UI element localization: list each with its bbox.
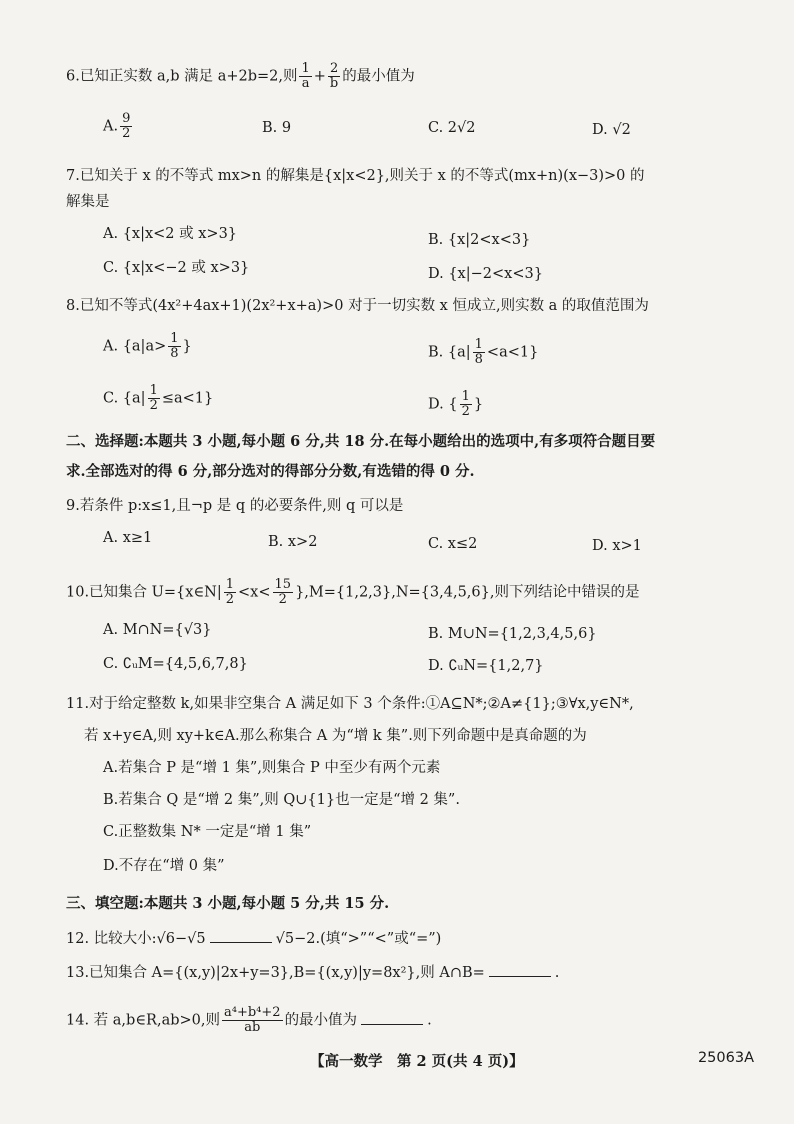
q8-option-d-frac: [460, 390, 472, 419]
q6-stem: [66, 62, 415, 91]
q12-stem: [66, 928, 441, 949]
q8-option-c: [103, 384, 213, 413]
q7-option-b: B. {x|2<x<3}: [428, 232, 531, 248]
q13-stem: [66, 962, 559, 983]
q10-frac-2: [273, 578, 294, 607]
q14-frac-den: ab: [244, 1020, 261, 1035]
q8-option-b-den: 8: [474, 352, 483, 367]
q11-stem-line2: 若 x+y∈A,则 xy+k∈A.那么称集合 A 为“增 k 集”.则下列命题中是真命题的为: [84, 728, 587, 744]
q8-option-c-pre: C. {a|: [103, 390, 146, 407]
q8-option-d-pre: D. {: [428, 396, 458, 413]
q6-frac-1-den: a: [301, 76, 310, 91]
q10-frac-2-den: 2: [278, 592, 287, 607]
q10-option-a: A. M∩N={√3}: [103, 622, 212, 638]
q10-frac-1: [224, 578, 236, 607]
q11-option-d: D.不存在“增 0 集”: [103, 858, 225, 874]
q8-option-a-frac: [168, 332, 180, 361]
q9-option-a: A. x≥1: [103, 530, 153, 546]
q8-stem: 8.已知不等式(4x²+4ax+1)(2x²+x+a)>0 对于一切实数 x 恒成立,则实数 a 的取值范围为: [66, 298, 649, 314]
q8-option-d-post: }: [473, 396, 484, 413]
q14-stem-end: .: [427, 1012, 432, 1029]
q8-option-a: [103, 332, 192, 361]
q8-option-b: [428, 338, 538, 367]
q8-option-c-post: ≤a<1}: [161, 390, 214, 407]
q8-option-d-num: 1: [461, 389, 470, 404]
q9-stem: 9.若条件 p:x≤1,且¬p 是 q 的必要条件,则 q 可以是: [66, 498, 404, 514]
q8-option-b-num: 1: [474, 337, 483, 352]
q14-stem: [66, 1006, 432, 1035]
q8-option-a-post: }: [182, 338, 192, 355]
q6-option-d: D. √2: [592, 122, 631, 138]
q14-stem-text: 14. 若 a,b∈R,ab>0,则: [66, 1012, 220, 1029]
section-2-heading-line2: 求.全部选对的得 6 分,部分选对的得部分分数,有选错的得 0 分.: [66, 463, 475, 480]
q6-option-c: C. 2√2: [428, 120, 476, 136]
q10-frac-2-num: 15: [274, 577, 292, 592]
q10-option-c: C. ∁ᵤM={4,5,6,7,8}: [103, 656, 248, 672]
q6-option-a-frac: [120, 112, 132, 141]
q6-frac-1: [299, 62, 311, 91]
q6-plus: +: [313, 68, 326, 85]
q7-option-d: D. {x|−2<x<3}: [428, 266, 543, 282]
q6-option-b: B. 9: [262, 120, 292, 136]
q13-stem-end: .: [554, 965, 560, 981]
q6-option-a-label: A.: [103, 118, 119, 135]
q10-frac-1-den: 2: [225, 592, 235, 607]
page-footer-label: 【高一数学 第 2 页(共 4 页)】: [310, 1053, 524, 1070]
q8-option-a-pre: A. {a|a>: [103, 338, 167, 355]
q7-option-c: C. {x|x<−2 或 x>3}: [103, 260, 250, 276]
q6-option-a-den: 2: [122, 126, 131, 141]
section-2-heading-line1: 二、选择题:本题共 3 小题,每小题 6 分,共 18 分.在每小题给出的选项中,有多项符合题目要: [66, 433, 656, 450]
q8-option-a-den: 8: [170, 346, 179, 361]
q6-option-a: [103, 112, 134, 141]
q7-stem-line1: 7.已知关于 x 的不等式 mx>n 的解集是{x|x<2},则关于 x 的不等式(mx+n)(x−3)>0 的: [66, 168, 645, 184]
q8-option-b-frac: [473, 338, 485, 367]
q6-frac-2-num: 2: [328, 62, 340, 77]
q6-frac-2: [328, 62, 340, 91]
q6-stem-tail: 的最小值为: [342, 68, 415, 85]
q13-stem-text: 13.已知集合 A={(x,y)|2x+y=3},B={(x,y)|y=8x²},则 A∩B=: [66, 965, 485, 981]
q12-stem-tail: √5−2.(填“>”“<”或“=”): [275, 931, 442, 947]
q12-answer-blank[interactable]: [210, 928, 272, 943]
q6-frac-1-num: 1: [301, 61, 310, 76]
q14-stem-tail: 的最小值为: [284, 1012, 358, 1029]
q11-option-b: B.若集合 Q 是“增 2 集”,则 Q∪{1}也一定是“增 2 集”.: [103, 792, 460, 808]
q13-answer-blank[interactable]: [489, 962, 551, 977]
q9-option-d: D. x>1: [592, 538, 642, 554]
q8-option-d-den: 2: [461, 404, 470, 419]
q14-frac-num: a⁴+b⁴+2: [224, 1005, 281, 1020]
section-3-heading: 三、填空题:本题共 3 小题,每小题 5 分,共 15 分.: [66, 895, 390, 912]
q10-option-d: D. ∁ᵤN={1,2,7}: [428, 658, 544, 674]
q14-frac: [222, 1006, 283, 1035]
q6-option-a-num: 9: [122, 111, 131, 126]
q8-option-c-num: 1: [149, 383, 158, 398]
q7-stem-line2: 解集是: [66, 194, 110, 210]
q10-frac-1-num: 1: [225, 577, 235, 592]
q8-option-c-frac: [148, 384, 160, 413]
q8-option-b-pre: B. {a|: [428, 344, 471, 361]
q10-stem-tail: },M={1,2,3},N={3,4,5,6},则下列结论中错误的是: [295, 584, 640, 601]
q6-frac-2-den: b: [329, 76, 339, 91]
q10-stem: [66, 578, 639, 607]
q11-stem-line1: 11.对于给定整数 k,如果非空集合 A 满足如下 3 个条件:①A⊆N*;②A≠{1};③∀x,y∈N*,: [66, 696, 634, 712]
q10-option-b: B. M∪N={1,2,3,4,5,6}: [428, 626, 597, 642]
q7-option-a: A. {x|x<2 或 x>3}: [103, 226, 238, 242]
q11-option-a: A.若集合 P 是“增 1 集”,则集合 P 中至少有两个元素: [103, 760, 441, 776]
q6-stem-text: 6.已知正实数 a,b 满足 a+2b=2,则: [66, 68, 298, 85]
q8-option-d: [428, 390, 483, 419]
q10-stem-text: 10.已知集合 U={x∈N|: [66, 584, 222, 601]
q9-option-c: C. x≤2: [428, 536, 478, 552]
q12-stem-text: 12. 比较大小:√6−√5: [66, 931, 206, 947]
q11-option-c: C.正整数集 N* 一定是“增 1 集”: [103, 824, 312, 840]
q10-mid: <x<: [238, 584, 271, 601]
q9-option-b: B. x>2: [268, 534, 318, 550]
exam-code: 25063A: [697, 1050, 754, 1066]
q8-option-c-den: 2: [149, 398, 158, 413]
q8-option-b-post: <a<1}: [486, 344, 539, 361]
q14-answer-blank[interactable]: [361, 1010, 423, 1025]
q8-option-a-num: 1: [170, 331, 179, 346]
